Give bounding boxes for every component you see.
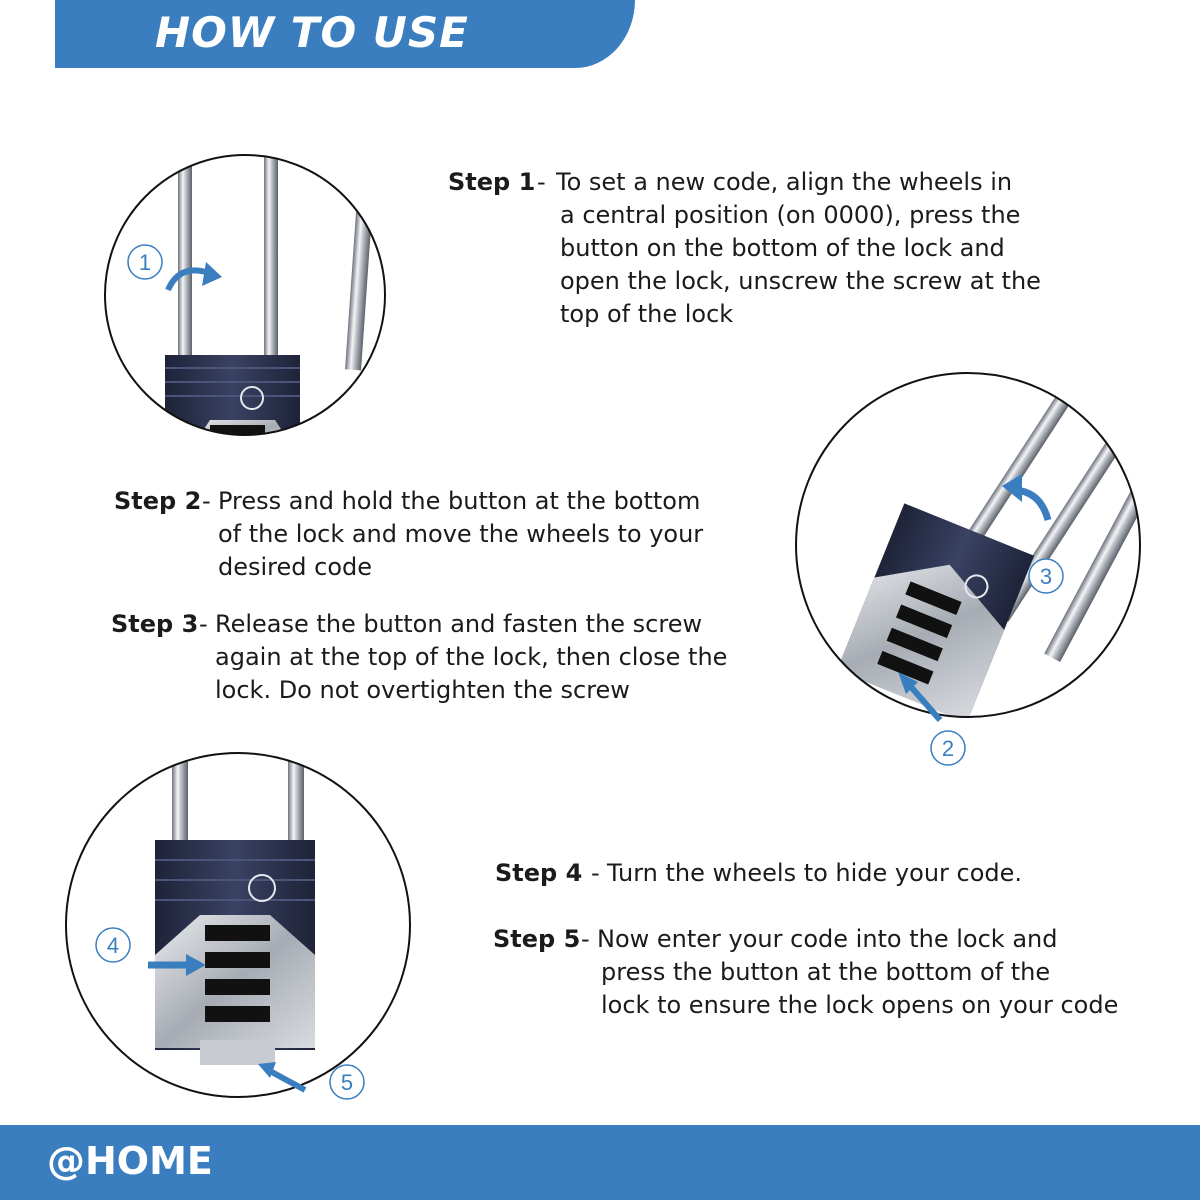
step-3-line-2: again at the top of the lock, then close the [215,643,728,671]
step-1-line-2: a central position (on 0000), press the [560,201,1021,229]
footer-brand: @HOME [47,1139,213,1183]
step-2-dash: - [202,487,211,515]
step-3-dash: - [199,610,208,638]
svg-text:2: 2 [941,736,955,761]
step-1-line-4: open the lock, unscrew the screw at the [560,267,1041,295]
padlock-illustration-step-3 [66,745,410,1097]
step-2-label: Step 2 [114,487,202,515]
step-1-line-3: button on the bottom of the lock and [560,234,1005,262]
step-1-label: Step 1 [448,168,536,196]
marker-1 [128,245,162,279]
step-4-dash: - [591,859,600,887]
step-2-line-2: of the lock and move the wheels to your [218,520,704,548]
marker-4 [96,928,130,962]
marker-2 [931,731,965,765]
step-5-line-2: press the button at the bottom of the [601,958,1051,986]
step-1-line-5: top of the lock [560,300,734,328]
step-3-line-1: Release the button and fasten the screw [215,610,703,638]
marker-3 [1029,559,1063,593]
step-4-label: Step 4 [495,859,583,887]
svg-text:5: 5 [340,1070,354,1095]
step-5-line-1: Now enter your code into the lock and [597,925,1058,953]
step-2-line-1: Press and hold the button at the bottom [218,487,701,515]
step-1-dash: - [537,168,546,196]
step-4-line-1: Turn the wheels to hide your code. [607,859,1023,887]
padlock-illustration-step-1 [105,140,385,450]
step-3-line-3: lock. Do not overtighten the screw [215,676,630,704]
step-3-label: Step 3 [111,610,199,638]
step-5-label: Step 5 [493,925,581,953]
step-1-line-1: To set a new code, align the wheels in [556,168,1013,196]
step-5-line-3: lock to ensure the lock opens on your code [601,991,1119,1019]
step-2-line-3: desired code [218,553,373,581]
marker-5 [330,1065,364,1099]
padlock-illustration-step-2 [796,373,1161,723]
footer-bar [0,1125,1200,1200]
svg-text:3: 3 [1039,564,1053,589]
svg-text:1: 1 [138,250,152,275]
svg-text:4: 4 [106,933,120,958]
step-5-dash: - [581,925,590,953]
header-title: HOW TO USE [155,8,469,57]
